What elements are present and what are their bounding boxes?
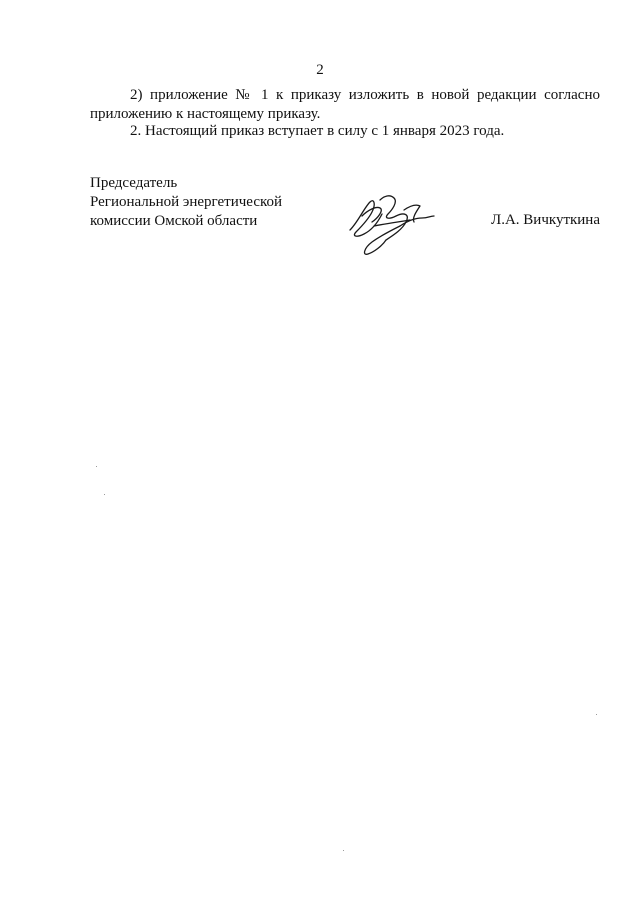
- paragraph-text: 2) приложение № 1 к приказу изложить в новой редакции согласно приложению к настоящему приказу.: [90, 87, 600, 122]
- paragraph-amendment: [90, 86, 600, 124]
- signatory-name: Л.А. Вичкуткина: [491, 212, 600, 228]
- scan-speck: [96, 466, 97, 467]
- paragraph-effective-date: [90, 122, 600, 141]
- paragraph-text: 2. Настоящий приказ вступает в силу с 1 января 2023 года.: [130, 123, 505, 139]
- signatory-title-line: комиссии Омской области: [90, 213, 258, 229]
- scan-speck: [343, 850, 344, 851]
- scan-speck: [596, 714, 597, 715]
- signatory-title-line: Председатель: [90, 175, 178, 191]
- handwritten-signature-icon: [344, 186, 438, 260]
- scan-speck: [104, 494, 105, 495]
- page-number: 2: [316, 62, 324, 78]
- signatory-title: [90, 174, 282, 231]
- signatory-title-line: Региональной энергетической: [90, 194, 283, 210]
